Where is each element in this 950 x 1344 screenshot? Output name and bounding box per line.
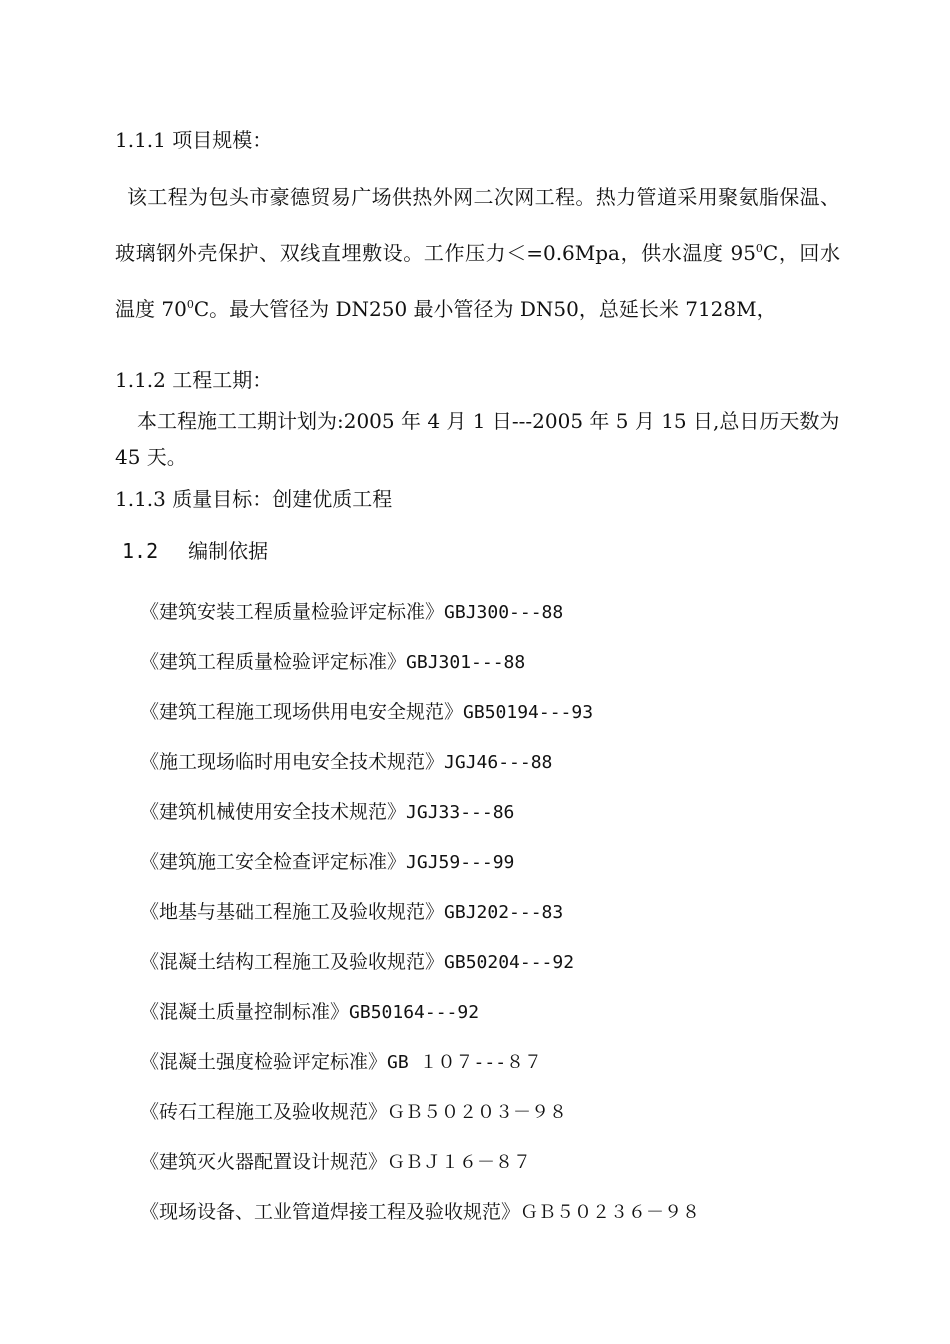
reference-code: GBJ202---83: [444, 902, 564, 923]
reference-title: 《建筑工程质量检验评定标准》: [140, 651, 407, 673]
reference-code: GB50164---92: [349, 1002, 480, 1023]
reference-code: ＧＢ５０２０３－９８: [387, 1102, 568, 1123]
reference-code: GB50204---92: [444, 952, 575, 973]
reference-item: [140, 847, 700, 897]
reference-item: [140, 597, 700, 647]
reference-item: [140, 1147, 700, 1197]
section-heading-1-2: [122, 537, 268, 565]
reference-title: 《地基与基础工程施工及验收规范》: [140, 901, 445, 923]
reference-title: 《砖石工程施工及验收规范》: [140, 1101, 388, 1123]
reference-item: [140, 797, 700, 847]
reference-title: 《混凝土质量控制标准》: [140, 1001, 350, 1023]
section-heading-1-1-2: 1.1.2 工程工期：: [115, 368, 273, 392]
reference-code: ＧＢ５０２３６－９８: [520, 1202, 701, 1223]
reference-code: GBJ301---88: [406, 652, 526, 673]
project-scale-paragraph: 该工程为包头市豪德贸易广场供热外网二次网工程。热力管道采用聚氨脂保温、玻璃钢外壳保护、双线直埋敷设。工作压力＜=0.6Mpa，供水温度 $95^0C$，回水温度 $70^0C$。最大管径为 DN250 最小管径为 DN50，总延长米 7128M，: [115, 185, 840, 321]
reference-code: ＧＢＪ１６－８７: [387, 1152, 532, 1173]
reference-title: 《施工现场临时用电安全技术规范》: [140, 751, 445, 773]
reference-title: 《现场设备、工业管道焊接工程及验收规范》: [140, 1201, 521, 1223]
reference-code: JGJ46---88: [444, 752, 553, 773]
section-title: 编制依据: [188, 539, 269, 563]
reference-item: [140, 947, 700, 997]
reference-code: JGJ59---99: [406, 852, 515, 873]
section-number: 1.2: [122, 539, 159, 563]
section-heading-1-1-3: 1.1.3 质量目标：创建优质工程: [115, 487, 393, 511]
reference-code: JGJ33---86: [406, 802, 515, 823]
reference-item: [140, 697, 700, 747]
reference-title: 《混凝土强度检验评定标准》: [140, 1051, 388, 1073]
reference-code: GB １０７---８７: [387, 1052, 543, 1073]
reference-title: 《建筑机械使用安全技术规范》: [140, 801, 407, 823]
reference-item: [140, 897, 700, 947]
reference-title: 《建筑安装工程质量检验评定标准》: [140, 601, 445, 623]
schedule-paragraph: 本工程施工工期计划为:2005 年 4 月 1 日---2005 年 5 月 15 日,总日历天数为 45 天。: [115, 409, 840, 469]
reference-code: GB50194---93: [463, 702, 594, 723]
reference-title: 《混凝土结构工程施工及验收规范》: [140, 951, 445, 973]
reference-title: 《建筑施工安全检查评定标准》: [140, 851, 407, 873]
reference-title: 《建筑灭火器配置设计规范》: [140, 1151, 388, 1173]
reference-item: [140, 997, 700, 1047]
reference-item: [140, 647, 700, 697]
reference-code: GBJ300---88: [444, 602, 564, 623]
reference-item: [140, 1097, 700, 1147]
reference-item: [140, 1197, 700, 1247]
reference-item: [140, 1047, 700, 1097]
reference-list: [140, 597, 700, 1247]
reference-item: [140, 747, 700, 797]
section-heading-1-1-1: 1.1.1 项目规模：: [115, 128, 273, 152]
reference-title: 《建筑工程施工现场供用电安全规范》: [140, 701, 464, 723]
